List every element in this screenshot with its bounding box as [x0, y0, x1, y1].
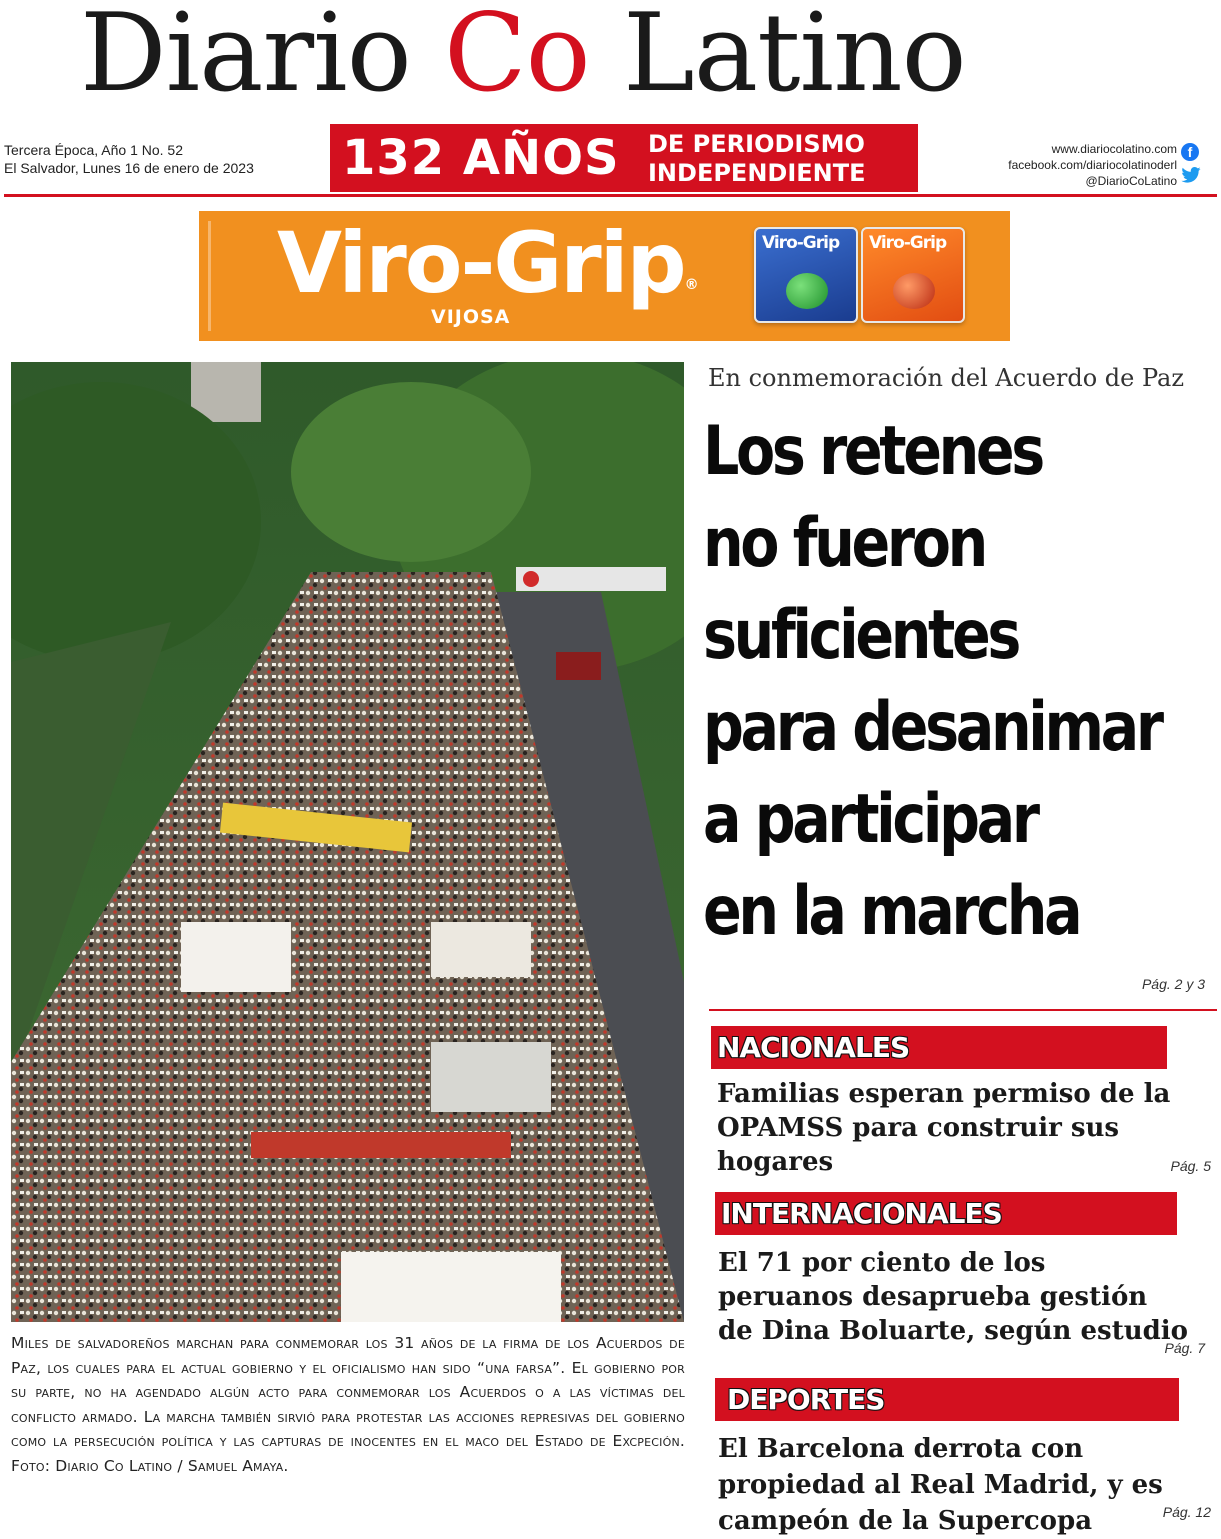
- edition-number: Tercera Época, Año 1 No. 52: [4, 142, 183, 158]
- title-latino: Latino: [589, 0, 966, 116]
- pack-label-blue: Viro-Grip: [762, 233, 840, 253]
- product-pack-blue: [754, 227, 858, 323]
- deportes-headline[interactable]: El Barcelona derrota con propiedad al Real Madrid, y es campeón de la Supercopa: [718, 1434, 1163, 1536]
- anniversary-banner: [330, 124, 918, 192]
- pill-icon: [893, 273, 935, 309]
- headline-line: para desanimar: [703, 688, 1161, 767]
- ad-registered-mark: ®: [684, 277, 699, 293]
- march-photo-illustration: [11, 362, 684, 1322]
- section-divider: [709, 1009, 1217, 1011]
- lead-page-ref: Pág. 2 y 3: [1141, 976, 1205, 992]
- headline-line: en la marcha: [703, 872, 1080, 951]
- pill-icon: [786, 273, 828, 309]
- edition-date: El Salvador, Lunes 16 de enero de 2023: [4, 160, 254, 176]
- photo-caption: Miles de salvadoreños marchan para conmemorar los 31 años de la firma de los Acuerdos de Paz, los cuales para el actual gobierno y el oficialismo han sido “una farsa”. El gobierno por su parte, no ha agendado algún acto para conmemorar los Acuerdos o a las víctimas del conflicto armado. La marcha también sirvió para protestar las acciones represivas del gobierno como la persecución política y las capturas de inocentes en el maco del Estado de Excpeción. Foto: Diario Co Latino / Samuel Amaya.: [11, 1334, 685, 1475]
- ad-fine-print: [205, 221, 215, 331]
- edition-info: [4, 141, 254, 177]
- ad-maker: VIJOSA: [431, 306, 511, 328]
- headline-line: Los retenes: [703, 412, 1042, 491]
- contact-links: [1008, 141, 1177, 189]
- section-label-deportes: DEPORTES: [727, 1383, 885, 1416]
- newspaper-title: [80, 0, 966, 114]
- anniversary-tagline: [648, 130, 866, 188]
- headline-line: a participar: [703, 780, 1037, 859]
- pack-label-orange: Viro-Grip: [869, 233, 947, 253]
- march-photo: [11, 362, 684, 1322]
- title-diario: Diario: [80, 0, 445, 116]
- ad-brand: [277, 213, 699, 313]
- internacionales-headline[interactable]: El 71 por ciento de los peruanos desaprueba gestión de Dina Boluarte, según estudio: [718, 1248, 1189, 1346]
- nacionales-headline[interactable]: Familias esperan permiso de la OPAMSS para construir sus hogares: [717, 1079, 1171, 1177]
- deportes-page-ref: Pág. 12: [1162, 1504, 1211, 1520]
- facebook-link[interactable]: facebook.com/diariocolatinoderl: [1008, 158, 1177, 172]
- website-link[interactable]: www.diariocolatino.com: [1051, 142, 1177, 156]
- product-pack-orange: [861, 227, 965, 323]
- facebook-icon[interactable]: f: [1181, 143, 1199, 161]
- social-icons: [1181, 143, 1203, 183]
- section-bar-deportes: [715, 1378, 1179, 1421]
- internacionales-page-ref: Pág. 7: [1164, 1340, 1205, 1356]
- headline-line: no fueron: [703, 504, 985, 583]
- lead-kicker: En conmemoración del Acuerdo de Paz: [708, 364, 1184, 392]
- lead-headline[interactable]: [703, 406, 1211, 958]
- anniversary-line-1: DE PERIODISMO: [648, 130, 865, 158]
- masthead-divider: [4, 194, 1217, 197]
- masthead: [0, 0, 1221, 120]
- section-bar-nacionales: [711, 1026, 1167, 1069]
- anniversary-years: 132 AÑOS: [342, 130, 620, 186]
- section-label-nacionales: NACIONALES: [717, 1031, 910, 1064]
- headline-line: suficientes: [703, 596, 1019, 675]
- anniversary-line-2: INDEPENDIENTE: [648, 159, 866, 187]
- section-bar-internacionales: [715, 1192, 1177, 1235]
- nacionales-page-ref: Pág. 5: [1170, 1158, 1211, 1174]
- section-label-internacionales: INTERNACIONALES: [721, 1197, 1002, 1230]
- ad-brand-text: Viro-Grip: [277, 214, 685, 312]
- viro-grip-advertisement[interactable]: [199, 211, 1010, 341]
- twitter-link[interactable]: @DiarioCoLatino: [1085, 174, 1177, 188]
- twitter-icon[interactable]: [1181, 167, 1201, 183]
- title-co-logo: Co: [444, 0, 590, 116]
